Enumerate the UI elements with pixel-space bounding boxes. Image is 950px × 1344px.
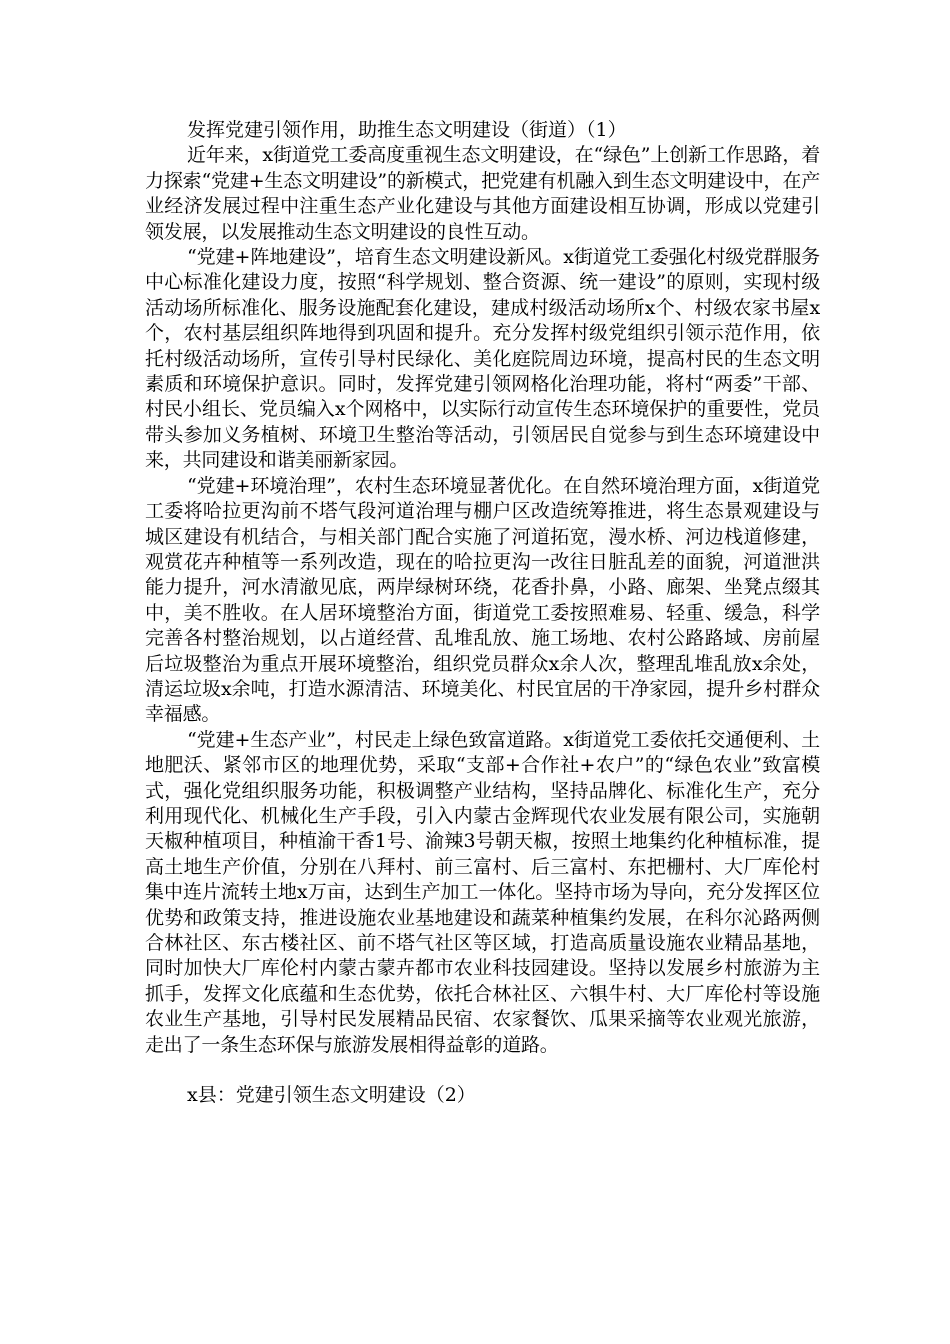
paragraph-position-building: “党建+阵地建设”，培育生态文明建设新风。x街道党工委强化村级党群服务中心标准化建设力度，按照“科学规划、整合资源、统一建设”的原则，实现村级活动场所标准化、服务设施配套化建设，建成村级活动场所x个、村级农家书屋x个，农村基层组织阵地得到巩固和提升。充分发挥村级党组织引领示范作用，依托村级活动场所，宣传引导村民绿化、美化庭院周边环境，提高村民的生态文明素质和环境保护意识。同时，发挥党建引领网格化治理功能，将村“两委”干部、村民小组长、党员编入x个网格中，以实际行动宣传生态环境保护的重要性，党员带头参加义务植树、环境卫生整治等活动，引领居民自觉参与到生态环境建设中来，共同建设和谐美丽新家园。 (145, 246, 820, 472)
document-page (145, 118, 820, 1108)
document-title-1: 发挥党建引领作用，助推生态文明建设（街道）（1） (187, 119, 627, 141)
paragraph-ecological-industry: “党建+生态产业”，村民走上绿色致富道路。x街道党工委依托交通便利、土地肥沃、紧邻市区的地理优势，采取“支部+合作社+农户”的“绿色农业”致富模式，强化党组织服务功能，积极调整产业结构，坚持品牌化、标准化生产，充分利用现代化、机械化生产手段，引入内蒙古金辉现代农业发展有限公司，实施朝天椒种植项目，种植渝干香1号、渝辣3号朝天椒，按照土地集约化种植标准，提高土地生产价值，分别在八拜村、前三富村、后三富村、东把栅村、大厂库伦村集中连片流转土地x万亩，达到生产加工一体化。坚持市场为导向，充分发挥区位优势和政策支持，推进设施农业基地建设和蔬菜种植集约发展，在科尔沁路两侧合林社区、东古楼社区、前不塔气社区等区域，打造高质量设施农业精品基地，同时加快大厂库伦村内蒙古蒙卉都市农业科技园建设。坚持以发展乡村旅游为主抓手，发挥文化底蕴和生态优势，依托合林社区、六犋牛村、大厂库伦村等设施农业生产基地，引导村民发展精品民宿、农家餐饮、瓜果采摘等农业观光旅游，走出了一条生态环保与旅游发展相得益彰的道路。 (145, 728, 820, 1056)
paragraph-intro: 近年来，x街道党工委高度重视生态文明建设，在“绿色”上创新工作思路，着力探索“党建+生态文明建设”的新模式，把党建有机融入到生态文明建设中，在产业经济发展过程中注重生态产业化建设与其他方面建设相互协调，形成以党建引领发展，以发展推动生态文明建设的良性互动。 (145, 144, 820, 243)
section-spacer (145, 1058, 820, 1083)
paragraph-environment-governance: “党建+环境治理”，农村生态环境显著优化。在自然环境治理方面，x街道党工委将哈拉更沟前不塔气段河道治理与棚户区改造统筹推进，将生态景观建设与城区建设有机结合，与相关部门配合实施了河道拓宽，漫水桥、河边栈道修建，观赏花卉种植等一系列改造，现在的哈拉更沟一改往日脏乱差的面貌，河道泄洪能力提升，河水清澈见底，两岸绿树环绕，花香扑鼻，小路、廊架、坐凳点缀其中，美不胜收。在人居环境整治方面，街道党工委按照难易、轻重、缓急，科学完善各村整治规划，以占道经营、乱堆乱放、施工场地、农村公路路域、房前屋后垃圾整治为重点开展环境整治，组织党员群众x余人次，整理乱堆乱放x余处，清运垃圾x余吨，打造水源清洁、环境美化、村民宜居的干净家园，提升乡村群众幸福感。 (145, 474, 820, 726)
document-title-2: x县：党建引领生态文明建设（2） (187, 1084, 476, 1107)
